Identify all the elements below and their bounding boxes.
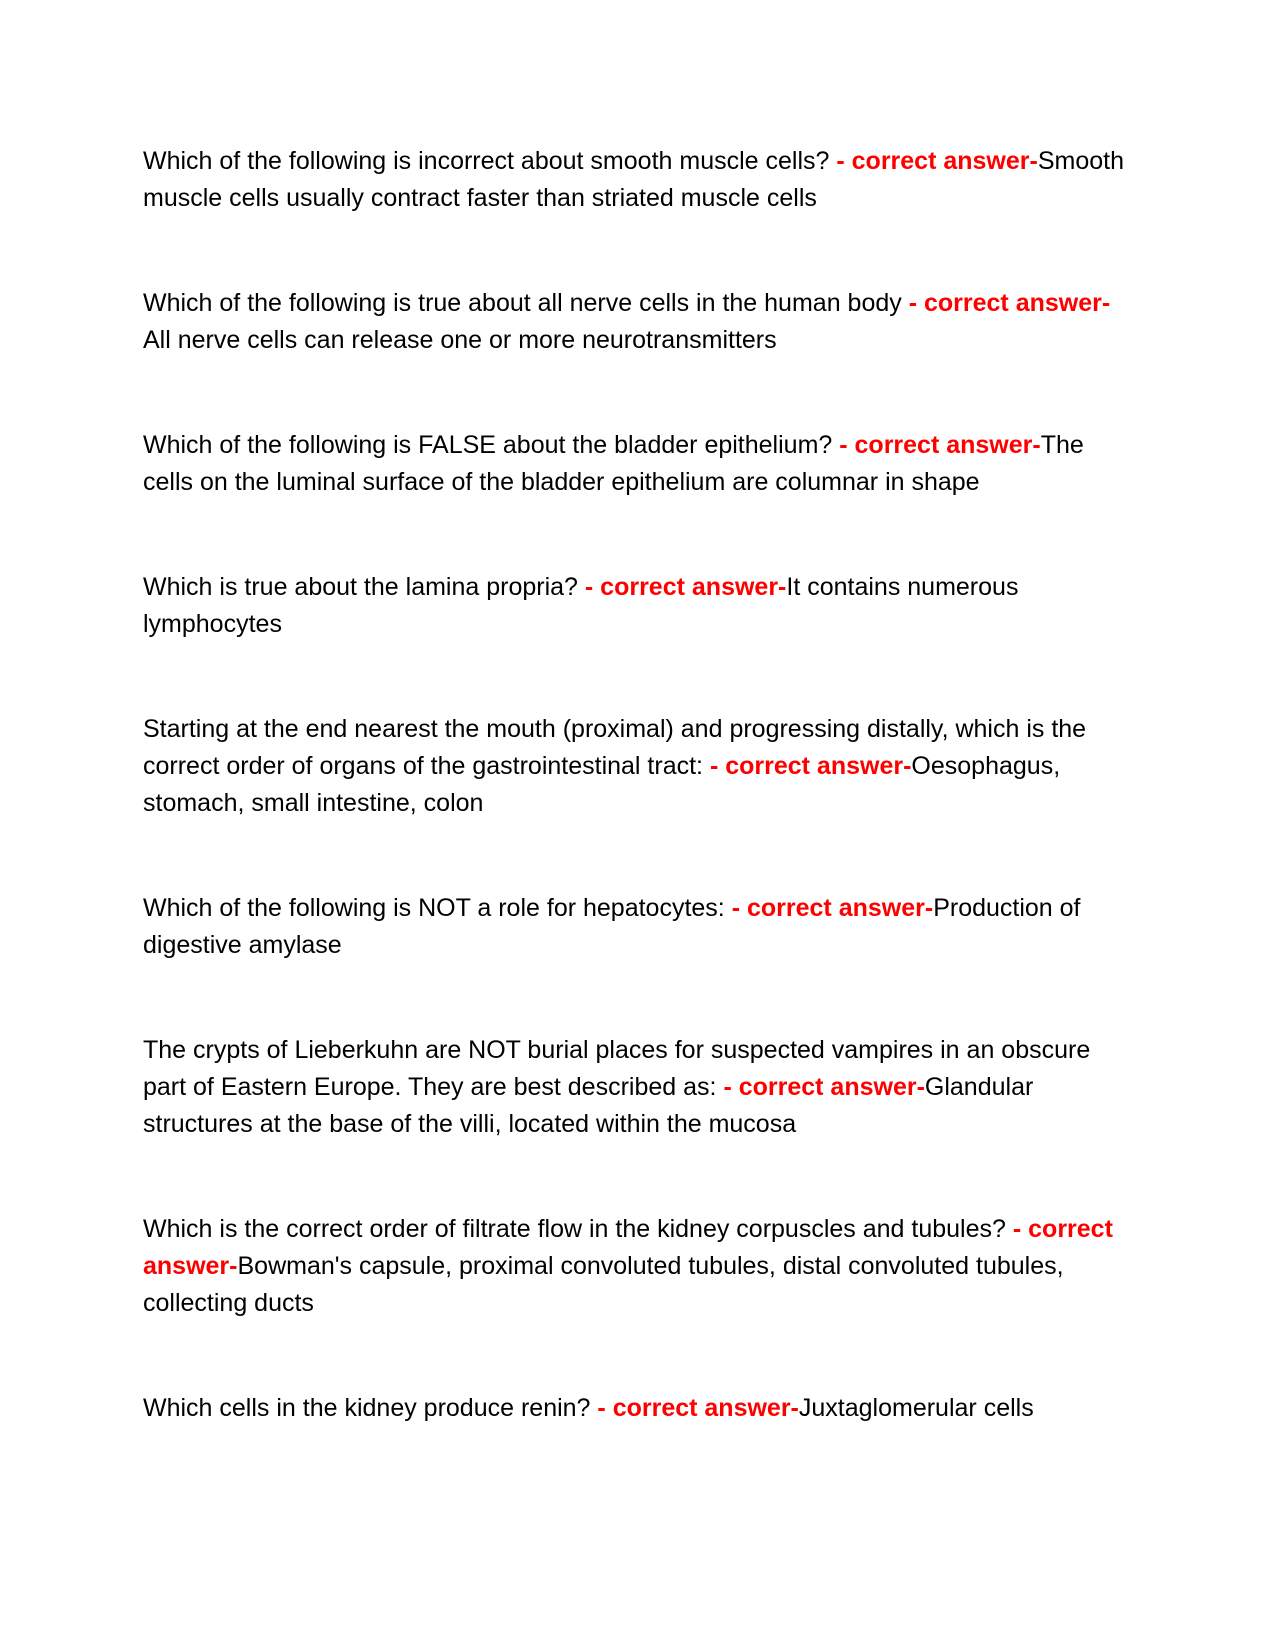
answer-text: Smooth muscle cells usually contract faster than striated muscle cells: [143, 147, 1125, 212]
answer-text: Oesophagus, stomach, small intestine, colon: [143, 752, 1061, 817]
qa-item: [143, 711, 1133, 822]
answer-text: Bowman's capsule, proximal convoluted tubules, distal convoluted tubules, collecting ducts: [143, 1252, 1064, 1317]
correct-answer-separator: - correct answer-: [723, 1073, 925, 1101]
question-text: Which of the following is incorrect about smooth muscle cells?: [143, 147, 830, 175]
qa-item: [143, 1390, 1133, 1427]
qa-item: [143, 143, 1133, 217]
correct-answer-separator: - correct answer-: [584, 573, 787, 601]
qa-item: [143, 285, 1133, 359]
answer-text: The cells on the luminal surface of the bladder epithelium are columnar in shape: [143, 431, 1084, 496]
answer-text: Juxtaglomerular cells: [798, 1394, 1034, 1422]
question-text: Which of the following is NOT a role for hepatocytes:: [143, 894, 725, 922]
qa-item: [143, 427, 1133, 501]
answer-text: All nerve cells can release one or more neurotransmitters: [143, 326, 777, 354]
question-text: Which of the following is FALSE about the bladder epithelium?: [143, 431, 833, 459]
qa-item: [143, 569, 1133, 643]
correct-answer-separator: - correct answer-: [143, 1215, 1113, 1280]
correct-answer-separator: - correct answer-: [597, 1394, 799, 1422]
answer-text: Production of digestive amylase: [143, 894, 1081, 959]
correct-answer-separator: - correct answer-: [836, 147, 1038, 175]
answer-text: It contains numerous lymphocytes: [143, 573, 1019, 638]
question-text: Which is true about the lamina propria?: [143, 573, 578, 601]
qa-item: [143, 1032, 1133, 1143]
question-text: Which is the correct order of filtrate flow in the kidney corpuscles and tubules?: [143, 1215, 1006, 1243]
qa-list: [143, 143, 1133, 1495]
correct-answer-separator: - correct answer-: [908, 289, 1111, 317]
answer-text: Glandular structures at the base of the villi, located within the mucosa: [143, 1073, 1034, 1138]
qa-item: [143, 890, 1133, 964]
correct-answer-separator: - correct answer-: [731, 894, 934, 922]
qa-item: [143, 1211, 1133, 1322]
correct-answer-separator: - correct answer-: [839, 431, 1041, 459]
question-text: The crypts of Lieberkuhn are NOT burial places for suspected vampires in an obscure part of Eastern Europe. They are best described as:: [143, 1036, 1091, 1101]
correct-answer-separator: - correct answer-: [709, 752, 912, 780]
question-text: Starting at the end nearest the mouth (proximal) and progressing distally, which is the correct order of organs of the gastrointestinal tract:: [143, 715, 1087, 780]
question-text: Which of the following is true about all nerve cells in the human body: [143, 289, 902, 317]
question-text: Which cells in the kidney produce renin?: [143, 1394, 591, 1422]
